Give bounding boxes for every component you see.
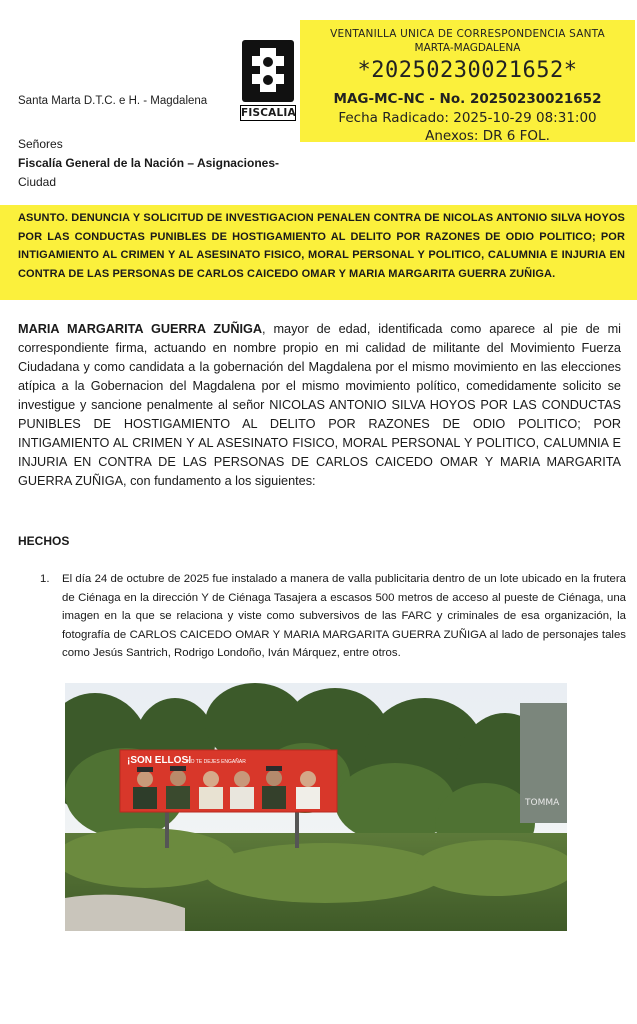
- list-item-text: El día 24 de octubre de 2025 fue instalado a manera de valla publicitaria dentro de un lote ubicado en la frutera de Ciénaga en la dirección Y de Ciénaga Tasajera a escasos 500 metros de acceso al pueste de Ciénaga, una imagen en la que se relaciona y viste como subversivos de las FARC y criminales de esa organización, la fotografía de CARLOS CAICEDO OMAR Y MARIA MARGARITA GUERRA ZUÑIGA al lado de personajes tales como Jesús Santrich, Rodrigo Londoño, Iván Márquez, entre otros.: [62, 573, 626, 660]
- stamp-line2: MARTA-MAGDALENA: [414, 42, 521, 54]
- radicado-stamp: [300, 20, 635, 142]
- billboard-scene: [65, 683, 567, 931]
- intro-paragraph: [18, 320, 621, 491]
- city-line: Santa Marta D.T.C. e H. - Magdalena: [18, 95, 208, 107]
- intro-text: , mayor de edad, identificada como aparece al pie de mi correspondiente firma, actuando en nombre propio en mi calidad de militante del Movimiento Fuerza Ciudadana y como candidata a la gobernación del Magdalena por el mismo movimiento en las elecciones atípica a la Gobernacion del Magdalena por el mismo movimiento político, comedidamente solicito se investigue y sancione penalmente al señor NICOLAS ANTONIO SILVA HOYOS POR LAS CONDUCTAS PUNIBLES DE HOSTIGAMIENTO AL DELITO POR RAZONES DE ODIO POLITICO; POR INTIGAMIENTO AL CRIMEN Y AL ASESINATO FISICO, MORAL PERSONAL Y POLITICO, CALUMNIA E INJURIA EN CONTRA DE LAS PERSONAS DE CARLOS CAICEDO OMAR Y MARIA MARGARITA GUERRA ZUÑIGA, con fundamento a los siguientes:: [18, 322, 621, 488]
- logo-text: FISCALIA: [241, 107, 296, 119]
- billboard-subtitle: NO TE DEJES ENGAÑAR: [187, 759, 246, 765]
- puzzle-piece-icon: [240, 38, 296, 104]
- stamp-date: Fecha Radicado: 2025-10-29 08:31:00: [338, 110, 597, 126]
- fiscalia-logo: [240, 38, 296, 124]
- billboard-photo: [65, 683, 567, 931]
- side-sign-text: TOMMA: [525, 798, 560, 808]
- stamp-number: MAG-MC-NC - No. 20250230021652: [333, 91, 602, 107]
- complainant-name: MARIA MARGARITA GUERRA ZUÑIGA: [18, 322, 263, 336]
- list-item-number: 1.: [40, 573, 50, 585]
- list-item: [40, 570, 626, 663]
- salutation: Señores: [18, 137, 63, 151]
- asunto-block: ASUNTO. DENUNCIA Y SOLICITUD DE INVESTIGACION PENALEN CONTRA DE NICOLAS ANTONIO SILVA HOYOS POR LAS CONDUCTAS PUNIBLES DE HOSTIGAMIENTO AL DELITO POR RAZONES DE ODIO POLITICO; POR INTIGAMIENTO AL CRIMEN Y AL ASESINATO FISICO, MORAL PERSONAL Y POLITICO, CALUMNIA E INJURIA EN CONTRA DE LAS PERSONAS DE CARLOS CAICEDO OMAR Y MARIA MARGARITA GUERRA ZUÑIGA.: [0, 205, 637, 300]
- billboard-title: ¡SON ELLOS!: [127, 755, 192, 766]
- stamp-code: *20250230021652*: [357, 58, 578, 83]
- stamp-annexes: Anexos: DR 6 FOL.: [425, 128, 550, 144]
- recipient-block: [18, 135, 279, 192]
- recipient-city: Ciudad: [18, 175, 57, 189]
- stamp-line1: VENTANILLA UNICA DE CORRESPONDENCIA SANTA: [330, 28, 605, 40]
- hechos-heading: HECHOS: [18, 534, 70, 548]
- recipient-entity: Fiscalía General de la Nación – Asignaciones-: [18, 156, 279, 170]
